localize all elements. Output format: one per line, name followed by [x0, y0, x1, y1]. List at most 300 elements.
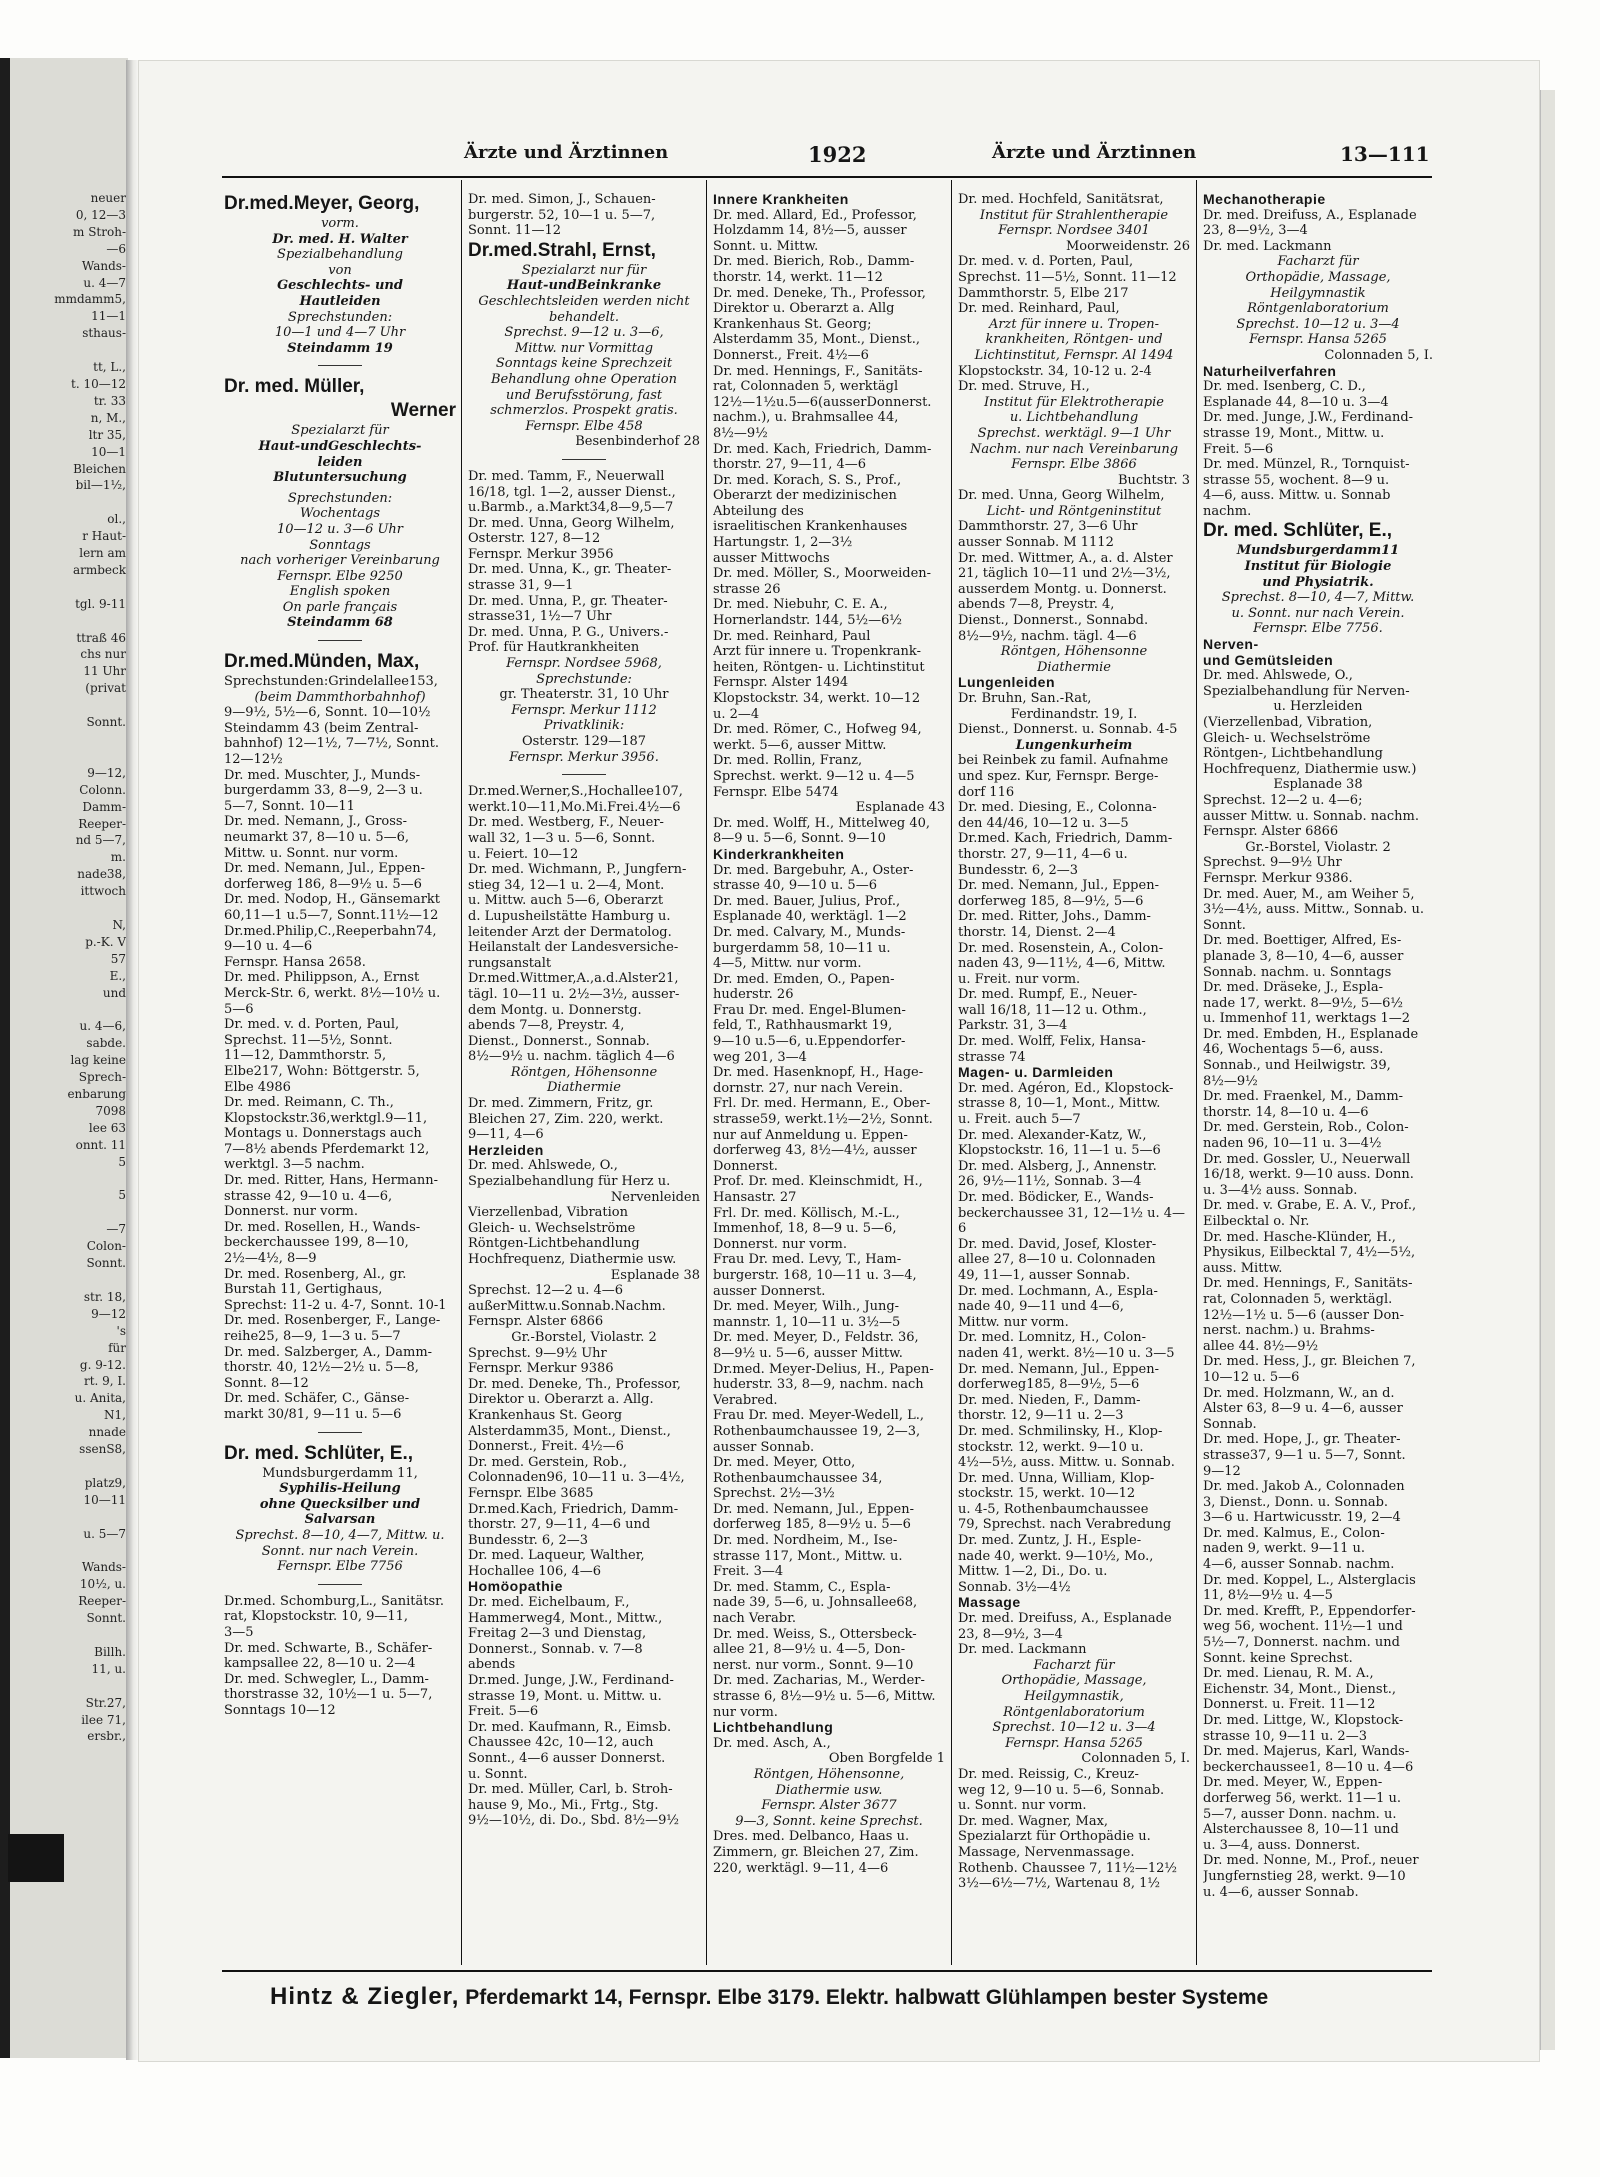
facing-page-line: und	[102, 985, 126, 1000]
facing-page-line: u. 4—6,	[79, 1019, 126, 1034]
entry-line: Colonnaden 5, I.	[1324, 347, 1433, 363]
entry-line: Dr. med. David, Josef, Kloster-	[958, 1236, 1157, 1252]
entry-line: Klopstockstr. 16, 11—1 u. 5—6	[958, 1143, 1161, 1159]
entry-line: Verabred.	[713, 1392, 778, 1408]
entry-line: Esplanade 40, werktägl. 1—2	[713, 909, 907, 925]
column-5	[1203, 192, 1433, 1972]
facing-page-line	[6, 494, 126, 511]
entry-line: Dienst., Donnerst. u. Sonnab. 4-5	[958, 722, 1178, 738]
entry-line: Colonnaden 5, I.	[1081, 1751, 1190, 1767]
entry-line: Rothenbaumchaussee 34,	[713, 1470, 883, 1486]
entry-line: Hochallee 106, 4—6	[468, 1563, 602, 1579]
entry-line: Elbe 4986	[224, 1079, 291, 1095]
entry-line: thorstr. 40, 12½—2½ u. 5—8,	[224, 1360, 419, 1376]
entry-line: Oben Borgfelde 1	[828, 1751, 945, 1767]
entry-line: Sprechst. werktägl. 9—1 Uhr	[977, 425, 1171, 441]
entry-line: Prof. Dr. med. Kleinschmidt, H.,	[713, 1174, 923, 1190]
entry-line: Sprechst. 2½—3½	[713, 1486, 835, 1502]
entry-line: Dr. med. Gossler, U., Neuerwall	[1203, 1151, 1411, 1167]
facing-page-line: 7098	[95, 1103, 126, 1118]
entry-line: rat, Colonnaden 5, werktägl.	[1203, 1291, 1393, 1307]
entry-line: bahnhof) 12—1½, 7—7½, Sonnt.	[224, 736, 439, 752]
featured-doctor-name: Dr. med. Schlüter, E.,	[1203, 520, 1393, 542]
entry-line: Dr. med. Kach, Friedrich, Damm-	[713, 441, 932, 457]
entry-line: Dr. med. Philippson, A., Ernst	[224, 970, 420, 986]
facing-page-line: str. 18,	[83, 1289, 126, 1304]
section-heading: Innere Krankheiten	[713, 192, 849, 207]
entry-line: Klopstockstr.36,werktgl.9—11,	[224, 1110, 428, 1126]
entry-line: Arzt für innere u. Tropen-	[988, 316, 1160, 332]
entry-line: ausser Sonnab.	[713, 1439, 815, 1455]
entry-line: Syphilis-Heilung	[279, 1481, 401, 1497]
facing-page-line: onnt. 11	[75, 1137, 126, 1152]
facing-page-line: ol.,	[107, 512, 126, 527]
entry-line: Sprechst. 8—10, 4—7, Mittw. u.	[235, 1527, 445, 1543]
entry-line: Dr. med. Lackmann	[1203, 238, 1332, 254]
entry-line: Dr. med. Gerstein, Rob., Colon-	[1203, 1120, 1409, 1136]
entry-line: strasse 10, 9—11 u. 2—3	[1203, 1728, 1367, 1744]
entry-line: Mundsburgerdamm 11,	[262, 1465, 418, 1481]
facing-page-line: 57	[110, 951, 126, 966]
entry-line: Dr. Bruhn, San.-Rat,	[958, 691, 1092, 706]
entry-line: burgerstr. 168, 10—11 u. 3—4,	[713, 1267, 917, 1283]
facing-page-line: 0, 12—3	[75, 207, 126, 222]
entry-line: vorm.	[321, 216, 359, 231]
entry-line: Dr. med. Meyer, W., Eppen-	[1203, 1775, 1383, 1791]
entry-line: Diathermie	[1036, 659, 1111, 675]
entry-line: strasse 117, Mont., Mittw. u.	[713, 1548, 903, 1564]
entry-line: Colonnaden96, 10—11 u. 3—4½,	[468, 1470, 685, 1486]
facing-page-line: —6	[106, 241, 126, 256]
entry-line: Lichtinstitut, Fernspr. Al 1494	[974, 347, 1174, 363]
entry-line: Dr. med. Wolff, H., Mittelweg 40,	[713, 815, 931, 831]
facing-page-line: ttraß 46	[76, 630, 126, 645]
entry-line: Rothenbaumchaussee 19, 2—3,	[713, 1423, 921, 1439]
section-heading: Kinderkrankheiten	[713, 845, 845, 862]
entry-line: krankheiten, Röntgen- und	[985, 332, 1163, 348]
entry-line: Facharzt für	[1033, 1657, 1115, 1673]
entry-line: Sprechstunden:	[287, 309, 393, 325]
entry-line: Röntgen, Höhensonne	[510, 1064, 658, 1080]
entry-line: Freit. 5—6	[468, 1704, 539, 1720]
section-heading: Homöopathie	[468, 1578, 563, 1595]
facing-page-line: 9—12	[91, 1306, 126, 1321]
entry-line: weg 201, 3—4	[713, 1049, 807, 1065]
entry-line: 8½—9½	[713, 425, 768, 441]
entry-line: strasse 42, 9—10 u. 4—6,	[224, 1188, 393, 1204]
entry-line: Dr. med. Lochmann, A., Espla-	[958, 1283, 1158, 1299]
entry-line: naden 41, werkt. 8½—10 u. 3—5	[958, 1345, 1175, 1361]
entry-line: u. Herzleiden	[1273, 699, 1363, 715]
advertisement-text: Pferdemarkt 14, Fernspr. Elbe 3179. Elektr. halbwatt Glühlampen bester Systeme	[465, 1986, 1269, 2009]
entry-line: strasse 19, Mont. u. Mittw. u.	[468, 1688, 662, 1704]
entry-line: Dr. med. Emden, O., Papen-	[713, 971, 895, 987]
entry-line: Sprechstunden:	[287, 490, 393, 506]
entry-line: thorstr. 27, 9—11, 4—6 und	[468, 1517, 651, 1533]
entry-line: Dr.med.Kach, Friedrich, Damm-	[468, 1501, 679, 1517]
entry-line: Jungfernstieg 28, werkt. 9—10	[1203, 1868, 1406, 1884]
entry-line: werkt. 5—6, ausser Mittw.	[713, 737, 887, 753]
facing-page-line	[6, 1509, 126, 1526]
entry-line: Fernspr. Alster 6866	[1203, 824, 1339, 840]
entry-line: Dr. med. Dreifuss, A., Esplanade	[958, 1611, 1172, 1627]
entry-line: Krankenhaus St. Georg;	[713, 316, 872, 332]
facing-page-line: 11 Uhr	[83, 664, 126, 679]
entry-line: Behandlung ohne Operation	[490, 371, 678, 387]
entry-line: Dr.med.Werner,S.,Hochallee107,	[468, 784, 683, 800]
facing-page-line: E.,	[109, 968, 126, 983]
entry-line: Mittw. 1—2, Di., Do. u.	[958, 1564, 1108, 1580]
header-rule	[222, 176, 1432, 178]
entry-line: Elbe217, Wohn: Böttgerstr. 5,	[224, 1063, 420, 1079]
entry-line: Mittw. nur vorm.	[958, 1314, 1069, 1330]
facing-page-line: m.	[110, 850, 126, 865]
entry-line: Dienst., Donnerst., Sonnabd.	[958, 613, 1149, 629]
entry-line: Dr. med. Reinhard, Paul,	[958, 301, 1120, 317]
entry-line: Dr. med. Majerus, Karl, Wands-	[1203, 1744, 1410, 1760]
entry-line: mannstr. 1, 10—11 u. 3½—5	[713, 1314, 901, 1330]
entry-line: Direktor u. Oberarzt a. Allg	[713, 301, 895, 317]
entry-line: Dr. med. Nieden, F., Damm-	[958, 1392, 1141, 1408]
entry-line: Dres. med. Delbanco, Haas u.	[713, 1829, 910, 1845]
entry-line: burgerstr. 52, 10—1 u. 5—7,	[468, 207, 656, 223]
entry-line: Rothenb. Chaussee 7, 11½—12½	[958, 1860, 1177, 1876]
entry-line: Dr. med. Westberg, F., Neuer-	[468, 815, 664, 831]
entry-line: bei Reinbek zu famil. Aufnahme	[958, 753, 1169, 769]
entry-line: Dr. med. Dreifuss, A., Esplanade	[1203, 207, 1417, 223]
entry-line: Sprechst. werkt. 9—12 u. 4—5	[713, 768, 915, 784]
entry-line: Fernspr. Elbe 3685	[468, 1485, 594, 1501]
facing-page-line: n, M.,	[90, 410, 126, 425]
entry-line: Burstah 11, Gertighaus,	[224, 1282, 383, 1298]
entry-line: Dr. med. H. Walter	[272, 231, 408, 247]
entry-line: 10—12 u. 5—6	[1203, 1369, 1300, 1385]
entry-line: Dr. med. Meyer, D., Feldstr. 36,	[713, 1330, 919, 1346]
entry-line: strasse 8, 10—1, Mont., Mittw.	[958, 1096, 1161, 1112]
entry-line: Donnerst. nur vorm.	[713, 1236, 847, 1252]
entry-line: Freit. 5—6	[1203, 441, 1274, 457]
entry-line: strasse 31, 9—1	[468, 578, 574, 594]
facing-page-text	[6, 190, 126, 1745]
entry-line: dorferweg 186, 8—9½ u. 5—6	[224, 876, 422, 892]
entry-line: Sonnt. keine Sprechst.	[1203, 1650, 1353, 1666]
facing-page-line: mmdamm5,	[54, 292, 126, 307]
entry-line: Blutuntersuchung	[273, 470, 407, 486]
entry-line: Dr. med. Wagner, Max,	[958, 1813, 1109, 1829]
entry-line: 9—10 u. 4—6	[224, 939, 313, 955]
entry-line: Oberarzt der medizinischen	[713, 488, 897, 504]
section-heading: Naturheilverfahren	[1203, 362, 1337, 379]
entry-line: Dr. med. Wittmer, A., a. d. Alster	[958, 550, 1173, 566]
entry-line: Wochentags	[300, 506, 380, 522]
entry-line: Fernspr. Elbe 7756.	[1253, 621, 1383, 637]
section-heading: Magen- u. Darmleiden	[958, 1064, 1114, 1081]
facing-page-line: ersbr.,	[87, 1729, 126, 1744]
entry-line: 11—12, Dammthorstr. 5,	[224, 1048, 387, 1064]
entry-line: Hautleiden	[299, 293, 381, 309]
facing-page-line	[6, 697, 126, 714]
entry-line: ausser Mittwochs	[713, 550, 830, 566]
column-divider-4	[1196, 180, 1197, 1965]
entry-line: allee 44. 8½—9½	[1203, 1338, 1319, 1354]
entry-line: naden 96, 10—11 u. 3—4½	[1203, 1136, 1382, 1152]
entry-line: Licht- und Röntgeninstitut	[986, 503, 1162, 519]
entry-line: 9—10 u.5—6, u.Eppendorfer-	[713, 1034, 906, 1050]
entry-line: strasse 74	[958, 1049, 1026, 1065]
entry-line: Fernspr. Merkur 9386.	[1203, 870, 1353, 886]
entry-line: dorferweg 43, 8½—4½, ausser	[713, 1143, 917, 1159]
entry-line: feld, T., Rathhausmarkt 19,	[713, 1018, 893, 1034]
entry-line: Mittw. nur Vormittag	[514, 340, 654, 356]
entry-line: weg 56, wochent. 11½—1 und	[1203, 1619, 1403, 1635]
facing-page-line: rt. 9, I.	[83, 1374, 126, 1389]
entry-line: Fernspr. Merkur 9386	[468, 1361, 614, 1377]
entry-line: 16/18, tgl. 1—2, ausser Dienst.,	[468, 484, 676, 500]
entry-line: Sprechst. 8—10, 4—7, Mittw.	[1221, 590, 1415, 606]
entry-line: Fernspr. Merkur 1112	[511, 702, 657, 718]
entry-line: kampsallee 22, 8—10 u. 2—4	[224, 1656, 416, 1672]
entry-line: Dr. med. Embden, H., Esplanade	[1203, 1026, 1419, 1042]
facing-page-line: Reeper-	[78, 1594, 126, 1609]
facing-page-line: chs nur	[80, 647, 126, 662]
entry-line: Dr. med. Schäfer, C., Gänse-	[224, 1391, 410, 1407]
facing-page-line	[6, 900, 126, 917]
entry-line: naden 9, werkt. 9—11 u.	[1203, 1541, 1366, 1557]
entry-line: Klopstockstr. 34, werkt. 10—12	[713, 691, 921, 706]
entry-line: Dr. med. Simon, J., Schauen-	[468, 192, 656, 207]
entry-line: Direktor u. Oberarzt a. Allg.	[468, 1392, 654, 1408]
entry-line: u. 3—4½ auss. Sonnab.	[1203, 1182, 1358, 1198]
entry-line: abends 7—8, Preystr. 4,	[468, 1018, 625, 1034]
entry-line: Dr. med. Rosenberg, Al., gr.	[224, 1266, 407, 1282]
entry-line: nur vorm.	[713, 1704, 778, 1720]
entry-line: Dr. med. Möller, S., Moorweiden-	[713, 566, 932, 582]
entry-line: Dr. med. Zimmern, Fritz, gr.	[468, 1096, 654, 1112]
entry-line: Merck-Str. 6, werkt. 8½—10½ u.	[224, 985, 441, 1001]
entry-line: Frau Dr. med. Levy, T., Ham-	[713, 1252, 902, 1268]
entry-line: Mittw. u. Sonnt. nur vorm.	[224, 845, 399, 861]
entry-line: Röntgen, Höhensonne	[1000, 644, 1148, 660]
facing-page-line: N1,	[104, 1408, 126, 1423]
entry-line: den 44/46, 10—12 u. 3—5	[958, 815, 1129, 831]
entry-line: dorferweg 185, 8—9½, 5—6	[958, 893, 1144, 909]
entry-line: Sonnt. 8—12	[224, 1375, 309, 1391]
entry-line: Osterstr. 129—187	[521, 734, 647, 749]
facing-page-line: armbeck	[72, 562, 126, 577]
entry-line: Dr. med. Tamm, F., Neuerwall	[468, 468, 665, 484]
entry-line: 220, werktägl. 9—11, 4—6	[713, 1860, 889, 1876]
entry-line: dornstr. 27, nur nach Verein.	[713, 1080, 903, 1096]
entry-line: dorferweg 185, 8—9½ u. 5—6	[713, 1517, 911, 1533]
entry-line: huderstr. 33, 8—9, nachm. nach	[713, 1377, 924, 1393]
entry-line: Fernspr. Hansa 5265	[1005, 1735, 1143, 1751]
entry-line: und spez. Kur, Fernspr. Berge-	[958, 768, 1159, 784]
entry-line: weg 12, 9—10 u. 5—6, Sonnab.	[958, 1782, 1165, 1798]
section-heading: Massage	[958, 1594, 1021, 1611]
entry-line: strasse59, werkt.1½—2½, Sonnt.	[713, 1112, 933, 1128]
entry-line: werkt.10—11,Mo.Mi.Frei.4½—6	[468, 799, 681, 815]
entry-line: Dr. med. Nemann, J., Gross-	[224, 814, 407, 830]
entry-line: strasse 40, 9—10 u. 5—6	[713, 878, 877, 894]
entry-line: Spezialbehandlung für Nerven-	[1203, 683, 1410, 699]
entry-line: Dr. med. Münzel, R., Tornquist-	[1203, 457, 1410, 473]
entry-line: Geschlechtsleiden werden nicht	[478, 293, 690, 309]
entry-line: Dr. med. Niebuhr, C. E. A.,	[713, 597, 888, 613]
facing-page-line: Bleichen	[73, 461, 126, 476]
entry-line: 23, 8—9½, 3—4	[958, 1626, 1063, 1642]
entry-line: Heilgymnastik,	[1024, 1689, 1124, 1704]
entry-line: 5—6	[224, 1001, 254, 1017]
entry-line: Fernspr. Merkur 3956	[468, 546, 614, 562]
entry-line: behandelt.	[548, 309, 620, 325]
entry-line: und Physiatrik.	[1262, 574, 1374, 590]
entry-line: Fernspr. Alster 1494	[713, 675, 849, 691]
facing-page-line	[6, 1627, 126, 1644]
featured-doctor-name: Dr.med.Münden, Max,	[224, 651, 420, 673]
entry-line: Institut für Biologie	[1244, 559, 1392, 575]
entry-line: Lungenkurheim	[1015, 737, 1133, 753]
entry-line: Dr. med. Unna, William, Klop-	[958, 1470, 1155, 1486]
entry-line: Hansastr. 27	[713, 1190, 797, 1205]
entry-line: Holzdamm 14, 8½—5, ausser	[713, 223, 907, 239]
entry-line: thorstr. 14, werkt. 11—12	[713, 269, 883, 285]
entry-line: Esplanade 38	[1273, 777, 1363, 793]
facing-page-line	[6, 1678, 126, 1695]
column-2	[468, 192, 700, 1972]
entry-line: Dr. med. Kalmus, E., Colon-	[1203, 1525, 1385, 1541]
entry-line: Krankenhaus St. Georg	[468, 1407, 623, 1423]
entry-line: strasse 26	[713, 581, 781, 597]
entry-line: rat, Colonnaden 5, werktägl	[713, 379, 899, 395]
entry-line: Fernspr. Hansa 5265	[1249, 332, 1387, 348]
facing-page-line: t. 10—12	[71, 376, 126, 391]
entry-line: Dr. med. Lienau, R. M. A.,	[1203, 1666, 1374, 1682]
entry-line: thorstr. 12, 9—11 u. 2—3	[958, 1408, 1124, 1424]
entry-line: Arzt für innere u. Tropenkrank-	[713, 644, 921, 660]
facing-page-line: nnade	[88, 1425, 126, 1440]
entry-line: Dr. med. Meyer, Otto,	[713, 1455, 856, 1471]
entry-line: Dr. med. Ritter, Hans, Hermann-	[224, 1173, 439, 1189]
entry-line: abends 7—8, Preystr. 4,	[958, 597, 1115, 613]
column-divider-1	[461, 180, 462, 1965]
entry-line: Dr. med. Bierich, Rob., Damm-	[713, 254, 915, 270]
entry-line: Orthopädie, Massage,	[1245, 269, 1391, 285]
facing-page-line: (privat	[85, 681, 126, 696]
entry-line: Dr. med. Gerstein, Rob.,	[468, 1454, 627, 1470]
entry-line: werktgl. 3—5 nachm.	[224, 1157, 365, 1173]
entry-line: Alsterdamm 35, Mont., Dienst.,	[713, 332, 920, 348]
entry-line: u. Sonnt.	[468, 1766, 528, 1782]
facing-page-line: g. 9-12.	[79, 1357, 126, 1372]
facing-page-line: 11, u.	[91, 1661, 126, 1676]
entry-line: naden 43, 9—11½, 4—6, Mittw.	[958, 956, 1166, 972]
entry-line: Sonnab., und Heilwigstr. 39,	[1203, 1058, 1391, 1074]
entry-line: Dr. med. Unna, K., gr. Theater-	[468, 562, 672, 578]
entry-line: 5—7, ausser Donn. nachm. u.	[1203, 1806, 1397, 1822]
entry-line: wall 16/18, 11—12 u. Othm.,	[958, 1002, 1147, 1018]
entry-line: Dr. med. v. d. Porten, Paul,	[958, 254, 1134, 270]
entry-line: Dr. med. Lackmann	[958, 1642, 1087, 1658]
entry-line: Dr. med. Muschter, J., Munds-	[224, 767, 421, 783]
entry-line: Dr. med. Deneke, Th., Professor,	[713, 285, 926, 301]
entry-line: strasse31, 1½—7 Uhr	[468, 609, 612, 625]
entry-separator	[562, 459, 606, 460]
entry-line: Dr. med. Ahlswede, O.,	[1203, 668, 1353, 684]
entry-line: Alsterchaussee 8, 10—11 und	[1203, 1822, 1399, 1838]
entry-line: Donnerst., Freit. 4½—6	[713, 347, 869, 363]
entry-line: English spoken	[289, 584, 391, 600]
entry-line: (Vierzellenbad, Vibration,	[1203, 715, 1373, 730]
entry-line: außerMittw.u.Sonnab.Nachm.	[468, 1298, 666, 1314]
entry-line: Eichenstr. 34, Mont., Dienst.,	[1203, 1681, 1397, 1697]
entry-line: tägl. 10—11 u. 2½—3½, ausser-	[468, 986, 680, 1002]
section-heading: Herzleiden	[468, 1141, 544, 1158]
entry-line: Dr. med. Rollin, Franz,	[713, 753, 863, 769]
facing-page-line: 10—1	[91, 444, 126, 459]
entry-line: burgerdamm 58, 10—11 u.	[713, 940, 891, 956]
entry-line: Klopstockstr. 34, 10-12 u. 2-4	[958, 363, 1152, 379]
entry-line: Sonnab.	[1203, 1416, 1257, 1432]
entry-line: Steindamm 68	[287, 615, 393, 631]
facing-page-line: platz9,	[84, 1475, 126, 1490]
facing-page-line	[6, 613, 126, 630]
entry-line: Sonnt., 4—6 ausser Donnerst.	[468, 1751, 666, 1766]
facing-page-line: Sonnt.	[86, 1611, 126, 1626]
entry-line: Steindamm 19	[287, 340, 393, 356]
facing-page-line: neuer	[90, 191, 126, 205]
entry-line: Dr. med. Unna, Georg Wilhelm,	[958, 488, 1165, 504]
entry-line: Dr. med. Nodop, H., Gänsemarkt	[224, 892, 441, 908]
column-3	[713, 192, 945, 1972]
entry-line: gr. Theaterstr. 31, 10 Uhr	[499, 687, 669, 703]
entry-line: Sonnt.	[1203, 917, 1246, 933]
facing-page-line: lag keine	[70, 1053, 126, 1068]
entry-line: Dr. med. Alsberg, J., Annenstr.	[958, 1158, 1157, 1174]
entry-line: Osterstr. 127, 8—12	[468, 531, 601, 547]
facing-page-line: Billh.	[94, 1644, 126, 1659]
entry-line: Dr. med. Hope, J., gr. Theater-	[1203, 1432, 1401, 1448]
entry-line: Röntgen, Höhensonne,	[753, 1766, 905, 1782]
entry-line: Fernspr. Elbe 7756	[277, 1559, 403, 1575]
entry-line: Dr. med. Wolff, Felix, Hansa-	[958, 1034, 1146, 1050]
entry-line: Sonnt. u. Mittw.	[713, 238, 819, 254]
entry-line: Dr. med. Koppel, L., Alsterglacis	[1203, 1572, 1416, 1588]
entry-line: Prof. für Hautkrankheiten	[468, 640, 640, 656]
entry-line: Dr. med. Boettiger, Alfred, Es-	[1203, 933, 1402, 949]
entry-line: Mundsburgerdamm11	[1236, 543, 1400, 559]
entry-line: 12½—1½ u. 5—6 (ausser Don-	[1203, 1307, 1405, 1323]
entry-line: Dr. med. Dräseke, J., Espla-	[1203, 980, 1384, 996]
entry-line: Dr. med. Nordheim, M., Ise-	[713, 1533, 898, 1549]
header-year: 1922	[808, 142, 867, 167]
entry-line: beckerchaussee1, 8—10 u. 4—6	[1203, 1759, 1414, 1775]
entry-line: u. Freit. auch 5—7	[958, 1112, 1081, 1128]
facing-page-line: u. 4—7	[83, 275, 126, 290]
entry-line: Esplanade 44, 8—10 u. 3—4	[1203, 394, 1389, 410]
entry-line: Fernspr. Merkur 3956.	[509, 749, 659, 765]
entry-line: Dr. med. Ritter, Johs., Damm-	[958, 909, 1151, 925]
entry-line: Besenbinderhof 28	[575, 434, 700, 450]
entry-line: u. 4-5, Rothenbaumchaussee	[958, 1501, 1149, 1517]
entry-line: Sprechst: 11-2 u. 4-7, Sonnt. 10-1	[224, 1297, 447, 1313]
featured-doctor-name: Dr. med. Schlüter, E.,	[224, 1442, 414, 1464]
entry-line: Sprechst. 10—12 u. 3—4	[992, 1720, 1156, 1736]
entry-line: Frl. Dr. med. Hermann, E., Ober-	[713, 1096, 931, 1112]
facing-page-edge	[0, 58, 128, 2058]
entry-line: Dr. med. Jakob A., Colonnaden	[1203, 1479, 1405, 1495]
entry-line: u. 2—4	[713, 706, 760, 722]
entry-line: Sprechst. 12—2 u. 4—6	[468, 1283, 624, 1299]
